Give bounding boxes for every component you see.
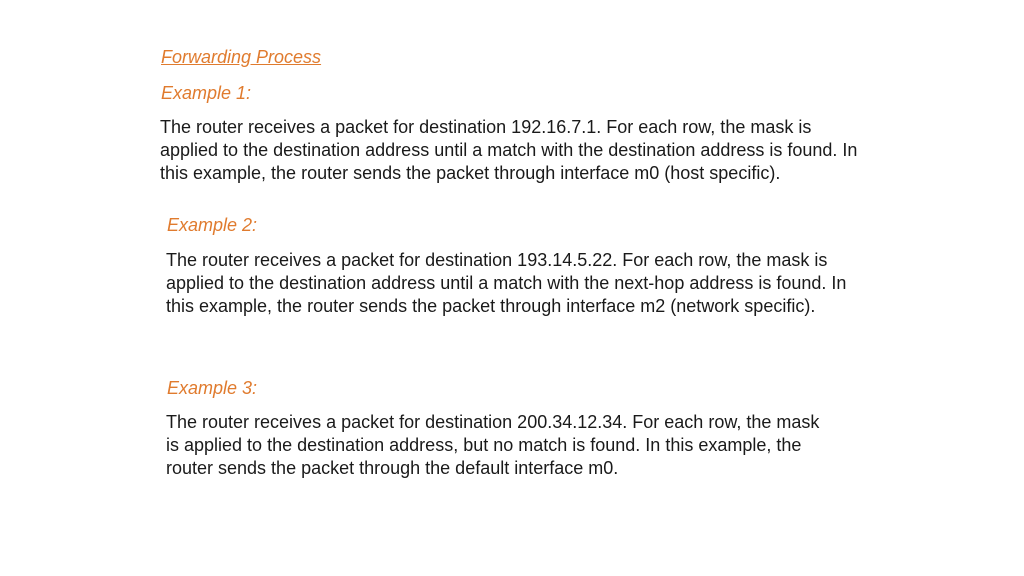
example-2-body: The router receives a packet for destination 193.14.5.22. For each row, the mask is applied to the destination address until a match with the next-hop address is found. In this example, the router sends the packet through interface m2 (network specific). [166,250,847,316]
example-3-heading: Example 3: [167,378,258,398]
example-2-heading: Example 2: [167,215,258,235]
example-1-body: The router receives a packet for destination 192.16.7.1. For each row, the mask is applied to the destination address until a match with the destination address is found. In this example, the router sends the packet through interface m0 (host specific). [160,117,858,183]
page-title: Forwarding Process [161,47,322,67]
example-1-heading: Example 1: [161,83,252,103]
example-3-body: The router receives a packet for destination 200.34.12.34. For each row, the mask is applied to the destination address, but no match is found. In this example, the router sends the packet through the default interface m0. [166,412,820,478]
